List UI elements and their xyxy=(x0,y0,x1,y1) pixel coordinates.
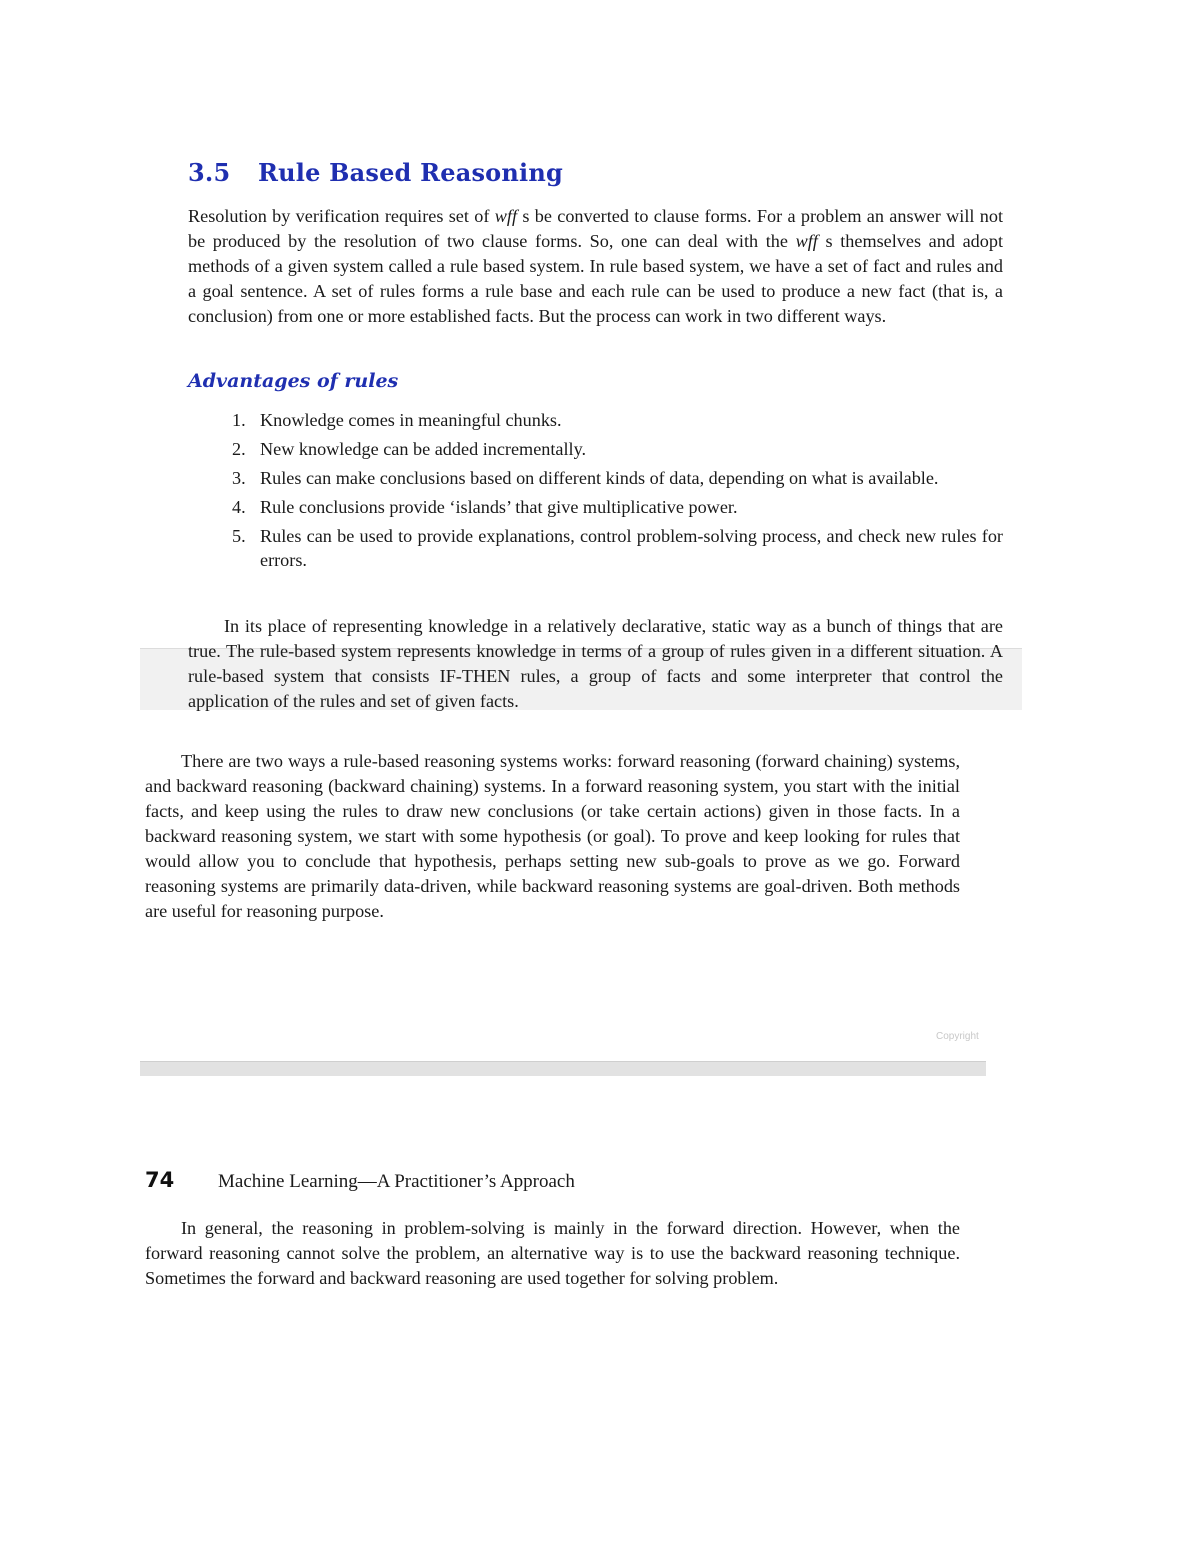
list-item xyxy=(188,437,1003,461)
copyright-watermark: Copyright xyxy=(936,1031,979,1042)
page-separator xyxy=(140,1061,986,1076)
section-heading xyxy=(188,158,563,187)
list-number: 3. xyxy=(232,468,246,488)
wff-term: wff xyxy=(494,206,518,226)
intro-text-3: s themselves and adopt methods of a given system called a rule based system. In rule based system, we have a set of fact and rules and a goal sentence. A set of rules forms a rule base and each rule can be used to produce a new fact (that is, a conclusion) from one or more established facts. But the process can work in two different ways. xyxy=(188,231,1003,326)
list-number: 5. xyxy=(232,526,246,546)
list-text: Rules can make conclusions based on different kinds of data, depending on what is available. xyxy=(260,468,939,488)
list-number: 2. xyxy=(232,439,246,459)
running-header: Machine Learning—A Practitioner’s Approach xyxy=(218,1171,575,1192)
intro-text-1: Resolution by verification requires set of xyxy=(188,206,495,226)
list-item xyxy=(188,408,1003,432)
list-item xyxy=(188,466,1003,490)
intro-text-2: s be converted to clause forms. For a problem an answer will not be produced by the resolution of two clause forms. So, one can deal with the xyxy=(188,206,1004,251)
advantages-heading: Advantages of rules xyxy=(188,370,399,392)
section-title: Rule Based Reasoning xyxy=(258,158,563,187)
list-number: 4. xyxy=(232,497,246,517)
wff-term: wff xyxy=(795,231,818,251)
list-item xyxy=(188,524,1003,572)
list-text: Knowledge comes in meaningful chunks. xyxy=(260,410,562,430)
general-paragraph: In general, the reasoning in problem-solving is mainly in the forward direction. However, when the forward reasoning cannot solve the problem, an alternative way is to use the backward reasoning technique. Sometimes the forward and backward reasoning are used together for solving problem. xyxy=(145,1218,960,1288)
section-number: 3.5 xyxy=(188,158,231,187)
list-item xyxy=(188,495,1003,519)
list-text: New knowledge can be added incrementally. xyxy=(260,439,587,459)
list-text: Rule conclusions provide ‘islands’ that give multiplicative power. xyxy=(260,497,738,517)
representation-paragraph: In its place of representing knowledge in a relatively declarative, static way as a bunch of things that are true. The rule-based system represents knowledge in terms of a group of rules given in a different situation. A rule-based system that consists IF-THEN rules, a group of facts and some interpreter that control the application of the rules and set of given facts. xyxy=(188,616,1003,711)
list-text: Rules can be used to provide explanations, control problem-solving process, and check new rules for errors. xyxy=(260,526,1003,570)
advantages-list xyxy=(188,408,1003,577)
page-number: 74 xyxy=(145,1168,175,1192)
list-number: 1. xyxy=(232,410,246,430)
intro-paragraph xyxy=(188,204,1003,329)
ways-paragraph: There are two ways a rule-based reasoning systems works: forward reasoning (forward chaining) systems, and backward reasoning (backward chaining) systems. In a forward reasoning system, you start with the initial facts, and keep using the rules to draw new conclusions (or take certain actions) given in those facts. In a backward reasoning system, we start with some hypothesis (or goal). To prove and keep looking for rules that would allow you to conclude that hypothesis, perhaps setting new sub-goals to prove as we go. Forward reasoning systems are primarily data-driven, while backward reasoning systems are goal-driven. Both methods are useful for reasoning purpose. xyxy=(145,751,960,921)
